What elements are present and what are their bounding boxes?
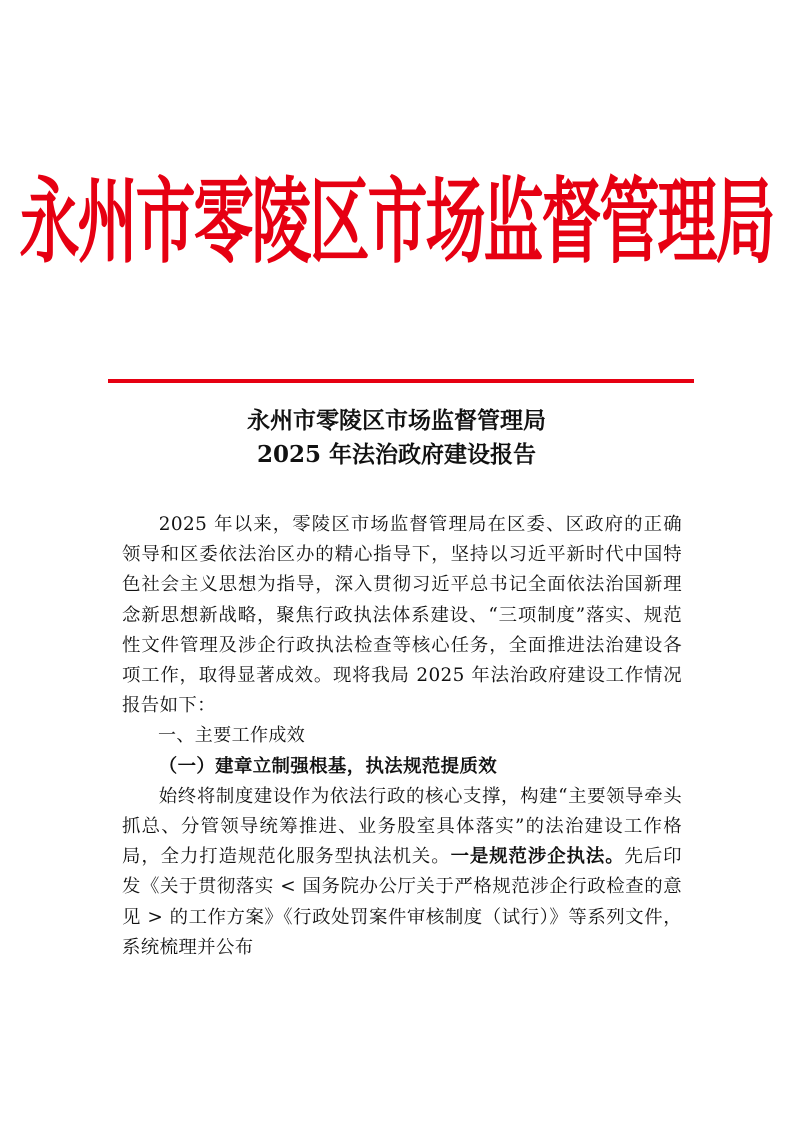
red-divider-rule [108,379,694,383]
document-body [122,510,682,963]
paragraph-text-continued: 先后印发《关于贯彻落实 < 国务院办公厅关于严格规范涉企行政检查的意见 > 的工作方案》《行政处罚案件审核制度（试行）》等系列文件，系统梳理并公布 [122,846,682,958]
section-heading-main-achievements: 一、主要工作成效 [158,725,306,747]
paragraph-highlight-point-one: 一是规范涉企执法。 [450,846,625,868]
masthead-org-name: 永州市零陵区市场监督管理局 [19,168,774,278]
intro-paragraph: 2025 年以来，零陵区市场监督管理局在区委、区政府的正确领导和区委依法治区办的精心指导下，坚持以习近平新时代中国特色社会主义思想为指导，深入贯彻习近平总书记全面依法治国新理念新思想新战略，聚焦行政执法体系建设、“三项制度”落实、规范性文件管理及涉企行政执法检查等核心任务，全面推进法治建设各项工作，取得显著成效。现将我局 2025 年法治政府建设工作情况报告如下： [122,514,682,717]
subsection-1-paragraph [122,782,682,963]
document-title-line2: 2025 年法治政府建设报告 [256,441,537,468]
document-title-line1: 永州市零陵区市场监督管理局 [247,407,546,434]
paragraph-text-start: 始终将制度建设作为依法行政的核心支撑，构建“主要领导牵头抓总、分管领导统筹推进、业务股室具体落实”的法治建设工作格局，全力打造规范化服务型执法机关。 [122,785,682,868]
subsection-heading-1: （一）建章立制强根基，执法规范提质效 [158,755,498,777]
